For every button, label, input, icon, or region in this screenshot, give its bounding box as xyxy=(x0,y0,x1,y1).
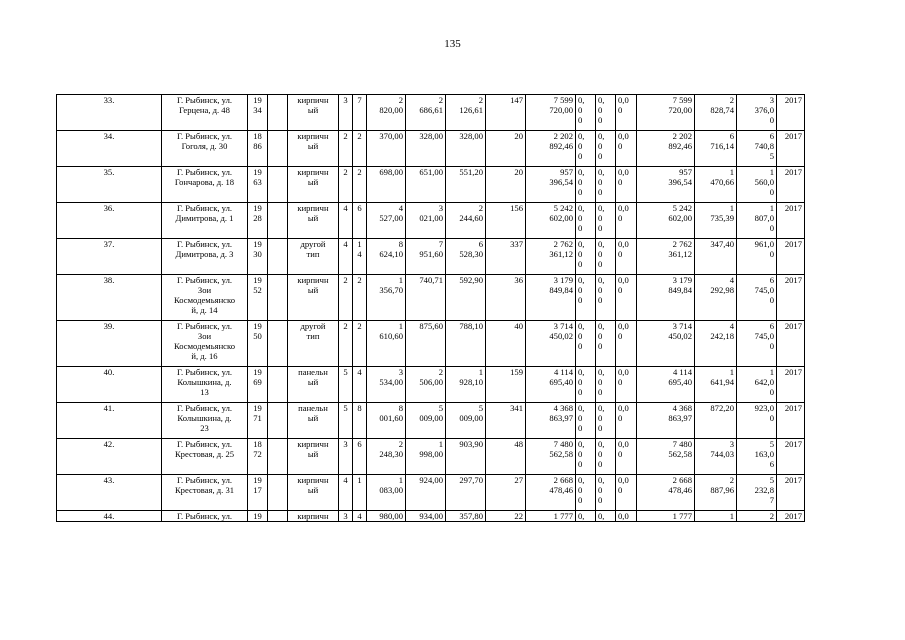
cell-area-b: 551,20 xyxy=(446,167,486,203)
cell-area-a: 2 686,61 xyxy=(406,95,446,131)
cell-limit: 1 642,0 0 xyxy=(737,367,777,403)
table-row xyxy=(57,203,805,239)
cell-address: Г. Рыбинск, ул. Зои Космодемьянско й, д. 14 xyxy=(162,275,248,321)
cell-cost-total: 5 242 602,00 xyxy=(637,203,695,239)
cell-total-area: 2 248,30 xyxy=(367,439,406,475)
cell-cost: 5 242 602,00 xyxy=(526,203,576,239)
cell-area-a: 1 998,00 xyxy=(406,439,446,475)
cell-fund-2: 0, 0 0 xyxy=(596,403,616,439)
cell-plan-year: 2017 xyxy=(777,131,805,167)
cell-blank xyxy=(268,475,288,511)
cell-fund-2: 0, 0 0 xyxy=(596,131,616,167)
cell-address: Г. Рыбинск, ул. Колышкина, д. 13 xyxy=(162,367,248,403)
cell-fund-2: 0, 0 0 xyxy=(596,95,616,131)
cell-number: 44. xyxy=(57,511,162,522)
table-row xyxy=(57,403,805,439)
cell-year: 19 34 xyxy=(248,95,268,131)
cell-material: другой тип xyxy=(288,321,339,367)
cell-material: кирпичн ый xyxy=(288,131,339,167)
cell-cost-total: 4 114 695,40 xyxy=(637,367,695,403)
cell-total-area: 4 527,00 xyxy=(367,203,406,239)
cell-year: 19 69 xyxy=(248,367,268,403)
cell-area-a: 924,00 xyxy=(406,475,446,511)
cell-cost-per-m2: 4 242,18 xyxy=(695,321,737,367)
cell-fund-2: 0, 0 0 xyxy=(596,275,616,321)
cell-address: Г. Рыбинск, ул. Крестовая, д. 31 xyxy=(162,475,248,511)
cell-year: 18 86 xyxy=(248,131,268,167)
cell-area-b: 5 009,00 xyxy=(446,403,486,439)
cell-limit: 6 740,8 5 xyxy=(737,131,777,167)
cell-floors: 4 xyxy=(339,475,353,511)
cell-blank xyxy=(268,367,288,403)
cell-total-area: 698,00 xyxy=(367,167,406,203)
table-row xyxy=(57,131,805,167)
table-body xyxy=(57,95,805,522)
cell-entrances: 7 xyxy=(353,95,367,131)
cell-plan-year: 2017 xyxy=(777,367,805,403)
cell-cost-total: 3 179 849,84 xyxy=(637,275,695,321)
cell-residents: 156 xyxy=(486,203,526,239)
cell-cost-per-m2: 1 641,94 xyxy=(695,367,737,403)
cell-number: 41. xyxy=(57,403,162,439)
cell-total-area: 980,00 xyxy=(367,511,406,522)
cell-cost-total: 7 480 562,58 xyxy=(637,439,695,475)
cell-material: кирпичн ый xyxy=(288,439,339,475)
cell-blank xyxy=(268,167,288,203)
cell-blank xyxy=(268,439,288,475)
cell-fund-3: 0,0 0 xyxy=(616,275,637,321)
cell-material: кирпичн ый xyxy=(288,167,339,203)
cell-number: 42. xyxy=(57,439,162,475)
cell-material: кирпичн ый xyxy=(288,95,339,131)
cell-address: Г. Рыбинск, ул. Колышкина, д. 23 xyxy=(162,403,248,439)
table-row xyxy=(57,167,805,203)
cell-total-area: 1 083,00 xyxy=(367,475,406,511)
cell-fund-1: 0, 0 0 xyxy=(576,439,596,475)
cell-cost-per-m2: 1 xyxy=(695,511,737,522)
cell-area-a: 651,00 xyxy=(406,167,446,203)
cell-floors: 3 xyxy=(339,95,353,131)
cell-floors: 4 xyxy=(339,203,353,239)
cell-residents: 20 xyxy=(486,131,526,167)
cell-material: кирпичн ый xyxy=(288,275,339,321)
cell-cost: 2 762 361,12 xyxy=(526,239,576,275)
cell-cost: 3 179 849,84 xyxy=(526,275,576,321)
cell-cost: 7 599 720,00 xyxy=(526,95,576,131)
cell-floors: 2 xyxy=(339,167,353,203)
cell-area-a: 2 506,00 xyxy=(406,367,446,403)
cell-floors: 2 xyxy=(339,321,353,367)
cell-address: Г. Рыбинск, ул. Крестовая, д. 25 xyxy=(162,439,248,475)
cell-year: 19 xyxy=(248,511,268,522)
cell-floors: 5 xyxy=(339,403,353,439)
table-row xyxy=(57,239,805,275)
cell-residents: 341 xyxy=(486,403,526,439)
cell-cost-per-m2: 4 292,98 xyxy=(695,275,737,321)
cell-cost-per-m2: 872,20 xyxy=(695,403,737,439)
cell-entrances: 6 xyxy=(353,439,367,475)
cell-year: 19 52 xyxy=(248,275,268,321)
cell-fund-1: 0, 0 0 xyxy=(576,95,596,131)
cell-plan-year: 2017 xyxy=(777,275,805,321)
cell-fund-2: 0, 0 0 xyxy=(596,475,616,511)
table-row xyxy=(57,475,805,511)
cell-address: Г. Рыбинск, ул. xyxy=(162,511,248,522)
cell-address: Г. Рыбинск, ул. Гончарова, д. 18 xyxy=(162,167,248,203)
cell-fund-1: 0, 0 0 xyxy=(576,239,596,275)
cell-material: панельн ый xyxy=(288,403,339,439)
cell-entrances: 6 xyxy=(353,203,367,239)
cell-limit: 3 376,0 0 xyxy=(737,95,777,131)
cell-cost-per-m2: 1 470,66 xyxy=(695,167,737,203)
cell-entrances: 8 xyxy=(353,403,367,439)
cell-area-a: 7 951,60 xyxy=(406,239,446,275)
cell-fund-2: 0, 0 0 xyxy=(596,203,616,239)
cell-cost: 957 396,54 xyxy=(526,167,576,203)
cell-number: 35. xyxy=(57,167,162,203)
cell-cost: 2 202 892,46 xyxy=(526,131,576,167)
cell-limit: 961,0 0 xyxy=(737,239,777,275)
cell-cost: 2 668 478,46 xyxy=(526,475,576,511)
cell-residents: 36 xyxy=(486,275,526,321)
cell-floors: 3 xyxy=(339,439,353,475)
cell-cost-per-m2: 347,40 xyxy=(695,239,737,275)
cell-floors: 3 xyxy=(339,511,353,522)
cell-area-b: 1 928,10 xyxy=(446,367,486,403)
cell-number: 43. xyxy=(57,475,162,511)
cell-fund-1: 0, 0 0 xyxy=(576,167,596,203)
cell-total-area: 1 356,70 xyxy=(367,275,406,321)
cell-residents: 20 xyxy=(486,167,526,203)
cell-material: кирпичн ый xyxy=(288,203,339,239)
cell-fund-3: 0,0 0 xyxy=(616,403,637,439)
cell-limit: 923,0 0 xyxy=(737,403,777,439)
cell-limit: 1 807,0 0 xyxy=(737,203,777,239)
cell-entrances: 2 xyxy=(353,275,367,321)
cell-fund-3: 0,0 0 xyxy=(616,131,637,167)
cell-fund-1: 0, 0 0 xyxy=(576,367,596,403)
cell-limit: 1 560,0 0 xyxy=(737,167,777,203)
cell-year: 19 30 xyxy=(248,239,268,275)
cell-cost-per-m2: 3 744,03 xyxy=(695,439,737,475)
cell-plan-year: 2017 xyxy=(777,95,805,131)
table-row xyxy=(57,321,805,367)
cell-area-a: 934,00 xyxy=(406,511,446,522)
cell-area-b: 788,10 xyxy=(446,321,486,367)
cell-blank xyxy=(268,95,288,131)
cell-plan-year: 2017 xyxy=(777,439,805,475)
cell-blank xyxy=(268,239,288,275)
table-row xyxy=(57,95,805,131)
cell-entrances: 2 xyxy=(353,131,367,167)
cell-limit: 2 xyxy=(737,511,777,522)
cell-material: кирпичн ый xyxy=(288,475,339,511)
cell-fund-3: 0,0 0 xyxy=(616,203,637,239)
cell-area-a: 740,71 xyxy=(406,275,446,321)
cell-limit: 6 745,0 0 xyxy=(737,321,777,367)
cell-number: 37. xyxy=(57,239,162,275)
cell-fund-2: 0, 0 0 xyxy=(596,367,616,403)
cell-plan-year: 2017 xyxy=(777,321,805,367)
cell-total-area: 2 820,00 xyxy=(367,95,406,131)
cell-area-b: 328,00 xyxy=(446,131,486,167)
cell-entrances: 1 4 xyxy=(353,239,367,275)
cell-number: 36. xyxy=(57,203,162,239)
cell-address: Г. Рыбинск, ул. Димитрова, д. 1 xyxy=(162,203,248,239)
cell-total-area: 1 610,60 xyxy=(367,321,406,367)
cell-cost-per-m2: 6 716,14 xyxy=(695,131,737,167)
cell-area-a: 875,60 xyxy=(406,321,446,367)
cell-fund-3: 0,0 0 xyxy=(616,321,637,367)
cell-address: Г. Рыбинск, ул. Гоголя, д. 30 xyxy=(162,131,248,167)
cell-area-b: 592,90 xyxy=(446,275,486,321)
cell-address: Г. Рыбинск, ул. Герцена, д. 48 xyxy=(162,95,248,131)
cell-cost-per-m2: 1 735,39 xyxy=(695,203,737,239)
cell-cost: 4 368 863,97 xyxy=(526,403,576,439)
cell-entrances: 2 xyxy=(353,167,367,203)
cell-fund-2: 0, 0 0 xyxy=(596,239,616,275)
table-row xyxy=(57,367,805,403)
cell-floors: 2 xyxy=(339,275,353,321)
cell-fund-3: 0,0 0 xyxy=(616,439,637,475)
cell-blank xyxy=(268,403,288,439)
page-number: 135 xyxy=(444,38,461,50)
cell-plan-year: 2017 xyxy=(777,167,805,203)
cell-area-b: 2 244,60 xyxy=(446,203,486,239)
cell-entrances: 2 xyxy=(353,321,367,367)
cell-fund-1: 0, 0 0 xyxy=(576,321,596,367)
cell-residents: 48 xyxy=(486,439,526,475)
cell-residents: 40 xyxy=(486,321,526,367)
cell-entrances: 4 xyxy=(353,511,367,522)
table-row xyxy=(57,275,805,321)
cell-limit: 5 232,8 7 xyxy=(737,475,777,511)
cell-entrances: 4 xyxy=(353,367,367,403)
cell-residents: 337 xyxy=(486,239,526,275)
cell-year: 18 72 xyxy=(248,439,268,475)
cell-blank xyxy=(268,131,288,167)
cell-fund-2: 0, 0 0 xyxy=(596,167,616,203)
cell-fund-2: 0, xyxy=(596,511,616,522)
cell-cost: 1 777 xyxy=(526,511,576,522)
table-row xyxy=(57,439,805,475)
cell-residents: 159 xyxy=(486,367,526,403)
cell-fund-1: 0, 0 0 xyxy=(576,203,596,239)
cell-cost-total: 957 396,54 xyxy=(637,167,695,203)
cell-residents: 22 xyxy=(486,511,526,522)
cell-cost-per-m2: 2 887,96 xyxy=(695,475,737,511)
cell-blank xyxy=(268,321,288,367)
cell-fund-3: 0,0 xyxy=(616,511,637,522)
cell-residents: 147 xyxy=(486,95,526,131)
cell-year: 19 28 xyxy=(248,203,268,239)
cell-year: 19 50 xyxy=(248,321,268,367)
cell-area-a: 328,00 xyxy=(406,131,446,167)
cell-blank xyxy=(268,275,288,321)
cell-fund-1: 0, 0 0 xyxy=(576,131,596,167)
cell-year: 19 17 xyxy=(248,475,268,511)
cell-floors: 5 xyxy=(339,367,353,403)
cell-blank xyxy=(268,203,288,239)
cell-fund-2: 0, 0 0 xyxy=(596,321,616,367)
cell-floors: 4 xyxy=(339,239,353,275)
cell-cost-total: 2 762 361,12 xyxy=(637,239,695,275)
cell-total-area: 8 001,60 xyxy=(367,403,406,439)
cell-cost: 4 114 695,40 xyxy=(526,367,576,403)
cell-floors: 2 xyxy=(339,131,353,167)
cell-cost-total: 2 202 892,46 xyxy=(637,131,695,167)
cell-total-area: 3 534,00 xyxy=(367,367,406,403)
cell-cost-total: 1 777 xyxy=(637,511,695,522)
cell-area-b: 6 528,30 xyxy=(446,239,486,275)
cell-number: 38. xyxy=(57,275,162,321)
cell-material: панельн ый xyxy=(288,367,339,403)
cell-area-a: 3 021,00 xyxy=(406,203,446,239)
cell-plan-year: 2017 xyxy=(777,403,805,439)
cell-fund-3: 0,0 0 xyxy=(616,367,637,403)
cell-cost-total: 2 668 478,46 xyxy=(637,475,695,511)
cell-address: Г. Рыбинск, ул. Димитрова, д. 3 xyxy=(162,239,248,275)
cell-cost-per-m2: 2 828,74 xyxy=(695,95,737,131)
cell-plan-year: 2017 xyxy=(777,511,805,522)
cell-plan-year: 2017 xyxy=(777,239,805,275)
cell-cost: 3 714 450,02 xyxy=(526,321,576,367)
cell-number: 40. xyxy=(57,367,162,403)
cell-area-b: 297,70 xyxy=(446,475,486,511)
cell-fund-3: 0,0 0 xyxy=(616,95,637,131)
cell-entrances: 1 xyxy=(353,475,367,511)
cell-cost-total: 4 368 863,97 xyxy=(637,403,695,439)
cell-fund-2: 0, 0 0 xyxy=(596,439,616,475)
cell-number: 39. xyxy=(57,321,162,367)
cell-fund-1: 0, xyxy=(576,511,596,522)
cell-plan-year: 2017 xyxy=(777,475,805,511)
housing-table xyxy=(56,94,805,522)
cell-total-area: 370,00 xyxy=(367,131,406,167)
cell-fund-1: 0, 0 0 xyxy=(576,275,596,321)
cell-fund-1: 0, 0 0 xyxy=(576,403,596,439)
cell-limit: 5 163,0 6 xyxy=(737,439,777,475)
cell-number: 34. xyxy=(57,131,162,167)
cell-total-area: 8 624,10 xyxy=(367,239,406,275)
cell-area-b: 2 126,61 xyxy=(446,95,486,131)
cell-area-a: 5 009,00 xyxy=(406,403,446,439)
cell-cost-total: 3 714 450,02 xyxy=(637,321,695,367)
cell-cost: 7 480 562,58 xyxy=(526,439,576,475)
cell-address: Г. Рыбинск, ул. Зои Космодемьянско й, д. 16 xyxy=(162,321,248,367)
cell-area-b: 357,80 xyxy=(446,511,486,522)
cell-fund-3: 0,0 0 xyxy=(616,475,637,511)
cell-fund-1: 0, 0 0 xyxy=(576,475,596,511)
cell-material: другой тип xyxy=(288,239,339,275)
cell-year: 19 71 xyxy=(248,403,268,439)
cell-fund-3: 0,0 0 xyxy=(616,239,637,275)
cell-area-b: 903,90 xyxy=(446,439,486,475)
cell-number: 33. xyxy=(57,95,162,131)
cell-plan-year: 2017 xyxy=(777,203,805,239)
cell-limit: 6 745,0 0 xyxy=(737,275,777,321)
table-row xyxy=(57,511,805,522)
cell-material: кирпичн xyxy=(288,511,339,522)
cell-cost-total: 7 599 720,00 xyxy=(637,95,695,131)
cell-residents: 27 xyxy=(486,475,526,511)
cell-fund-3: 0,0 0 xyxy=(616,167,637,203)
cell-year: 19 63 xyxy=(248,167,268,203)
cell-blank xyxy=(268,511,288,522)
